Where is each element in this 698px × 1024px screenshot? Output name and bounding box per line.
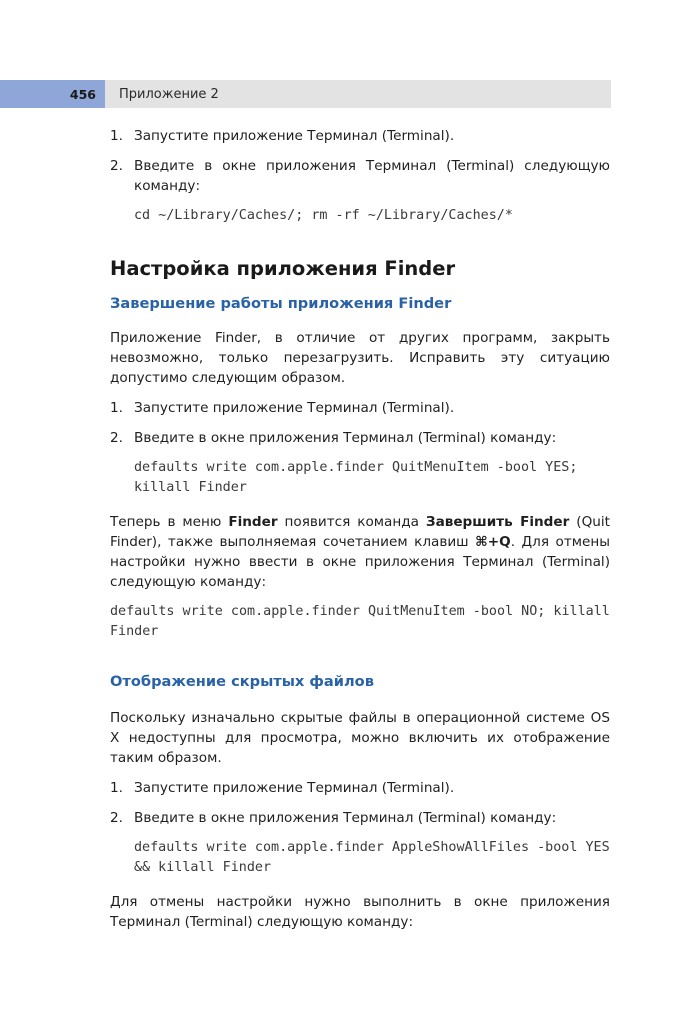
list-text: Запустите приложение Терминал (Terminal). [134, 780, 455, 796]
list-item [110, 156, 610, 196]
code-block: defaults write com.apple.finder QuitMenuItem -bool YES; killall Finder [134, 460, 586, 495]
running-title: Приложение 2 [105, 80, 611, 108]
list-text: Запустите приложение Терминал (Terminal). [134, 400, 455, 416]
list-number: 1. [110, 400, 123, 416]
list-number: 2. [110, 430, 123, 446]
list-item [110, 428, 610, 448]
list-item [110, 808, 610, 828]
text-run: Теперь в меню [110, 514, 229, 530]
list-text: Введите в окне приложения Терминал (Terminal) команду: [134, 810, 557, 826]
paragraph: Приложение Finder, в отличие от других программ, закрыть невозможно, только перезагрузить. Исправить эту ситуацию допустимо следующим образом. [110, 330, 610, 386]
list-text: Введите в окне приложения Терминал (Terminal) команду: [134, 430, 557, 446]
code-block: defaults write com.apple.finder AppleShowAllFiles -bool YES && killall Finder [134, 840, 618, 875]
list-number: 1. [110, 128, 123, 144]
list-item [110, 778, 610, 798]
code-block: cd ~/Library/Caches/; rm -rf ~/Library/Caches/* [134, 208, 513, 223]
text-run: (Quit Finder), также выполняемая сочетанием клавиш [110, 514, 610, 550]
text-run: . Для отмены настройки нужно ввести в окне приложения Терминал (Terminal) следующую команду: [110, 534, 610, 590]
list-item [110, 398, 610, 418]
page-body [110, 126, 618, 942]
shortcut-keys: ⌘+Q [475, 534, 511, 550]
text-run: появится команда [277, 514, 426, 530]
list-number: 2. [110, 810, 123, 826]
subsection-heading: Отображение скрытых файлов [110, 673, 374, 690]
section-heading: Настройка приложения Finder [110, 257, 456, 280]
paragraph: Поскольку изначально скрытые файлы в операционной системе OS X недоступны для просмотра, можно включить их отображение таким образом. [110, 710, 610, 766]
subsection-heading: Завершение работы приложения Finder [110, 295, 452, 312]
command-name: Завершить Finder [425, 514, 570, 530]
code-block: defaults write com.apple.finder QuitMenuItem -bool NO; killall Finder [110, 604, 618, 639]
list-text: Введите в окне приложения Терминал (Terminal) следующую команду: [134, 158, 610, 194]
list-number: 1. [110, 780, 123, 796]
page-number: 456 [0, 80, 105, 108]
list-number: 2. [110, 158, 123, 174]
page-header [0, 80, 611, 108]
paragraph: Для отмены настройки нужно выполнить в окне приложения Терминал (Terminal) следующую команду: [110, 894, 610, 930]
list-item [110, 126, 610, 146]
menu-name: Finder [228, 514, 278, 530]
list-text: Запустите приложение Терминал (Terminal). [134, 128, 455, 144]
paragraph [110, 512, 610, 592]
